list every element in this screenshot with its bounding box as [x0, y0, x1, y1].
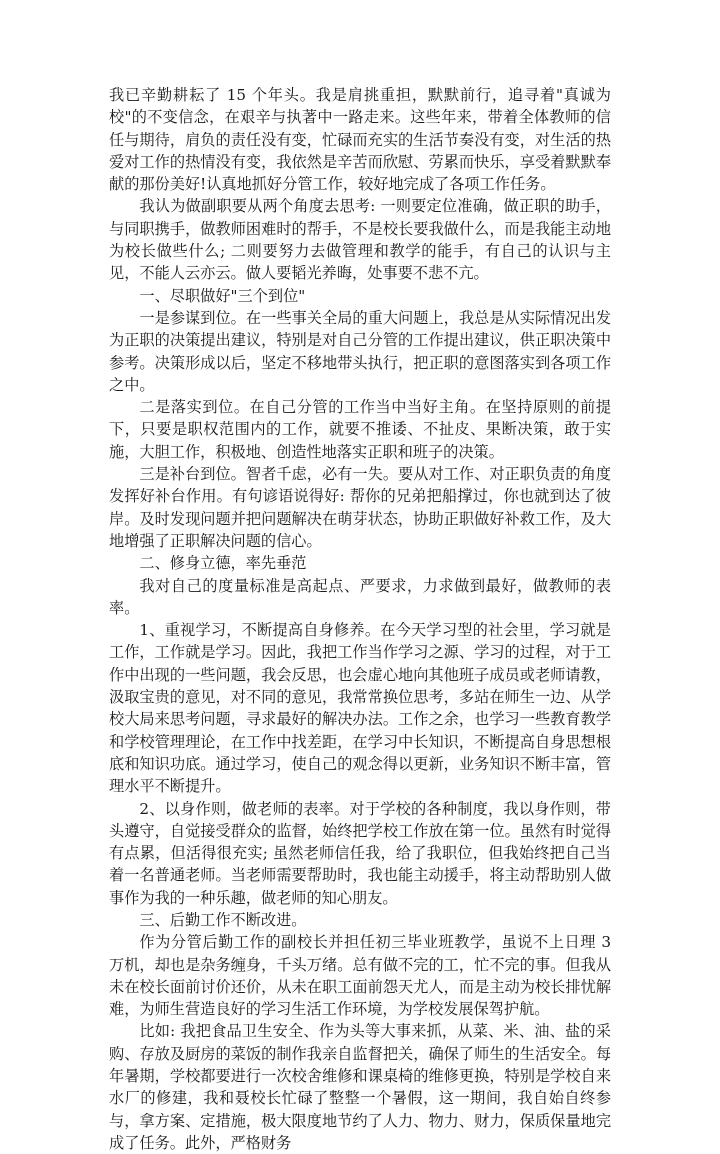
- paragraph-support: 三是补台到位。智者千虑，必有一失。要从对工作、对正职负责的角度发挥好补台作用。有句谚语说得好: 帮你的兄弟把船撑过，你也就到达了彼岸。及时发现问题并把问题解决在萌芽状态，协助正职做好补救工作，及大地增强了正职解决问题的信心。: [109, 465, 611, 550]
- paragraph-standard: 我对自己的度量标准是高起点、严要求，力求做到最好，做教师的表率。: [109, 576, 611, 617]
- paragraph-intro: 我已辛勤耕耘了 15 个年头。我是肩挑重担，默默前行，追寻着"真诚为校"的不变信念，在艰辛与执著中一路走来。这些年来，带着全体教师的信任与期待，肩负的责任没有变，忙碌而充实的生活节奏没有变，对生活的热爱对工作的热情没有变，我依然是辛苦而欣慰、劳累而快乐，享受着默默奉献的那份美好!认真地抓好分管工作，较好地完成了各项工作任务。: [109, 86, 611, 194]
- paragraph-example: 2、以身作则，做老师的表率。对于学校的各种制度，我以身作则，带头遵守，自觉接受群众的监督，始终把学校工作放在第一位。虽然有时觉得有点累，但活得很充实; 虽然老师信任我，给了我职位，但我始终把自己当着一名普通老师。当老师需要帮助时，我也能主动援手，将主动帮助别人做事作为我的一种乐趣，做老师的知心朋友。: [109, 799, 611, 907]
- paragraph-study: 1、重视学习，不断提高自身修养。在今天学习型的社会里，学习就是工作，工作就是学习。因此，我把工作当作学习之源、学习的过程，对于工作中出现的一些问题，我会反思，也会虚心地向其他班子成员或老师请教，汲取宝贵的意见，对不同的意见，我常常换位思考，多站在师生一边、从学校大局来思考问题，寻求最好的解决办法。工作之余，也学习一些教育教学和学校管理理论，在工作中找差距，在学习中长知识，不断提高自身思想根底和知识功底。通过学习，使自己的观念得以更新，业务知识不断丰富，管理水平不断提升。: [109, 621, 611, 796]
- paragraph-logistics: 作为分管后勤工作的副校长并担任初三毕业班教学，虽说不上日理 3 万机，却也是杂务缠身，千头万绪。总有做不完的工，忙不完的事。但我从未在校长面前讨价还价，从未在职工面前怨天尤人，而是主动为校长排忧解难，为师生营造良好的学习生活工作环境，为学校发展保驾护航。: [109, 933, 611, 1019]
- paragraph-implement: 二是落实到位。在自己分管的工作当中当好主角。在坚持原则的前提下，只要是职权范围内的工作，就要不推诿、不扯皮、果断决策，敢于实施，大胆工作，积极地、创造性地落实正职和班子的决策。: [109, 398, 611, 461]
- paragraph-role-view: 我认为做副职要从两个角度去思考: 一则要定位准确，做正职的助手，与同职携手，做教师困难时的帮手，不是校长要我做什么，而是我能主动地为校长做些什么; 二则要努力去做管理和教学的能手，有自己的认识与主见，不能人云亦云。做人要韬光养晦，处事要不悲不亢。: [109, 197, 611, 283]
- document-page: [109, 84, 611, 1154]
- section-heading-2: 二、修身立德，率先垂范: [139, 554, 307, 573]
- paragraph-advisor: 一是参谋到位。在一些事关全局的重大问题上，我总是从实际情况出发为正职的决策提出建议，特别是对自己分管的工作提出建议，供正职决策中参考。决策形成以后，坚定不移地带头执行，把正职的意图落实到各项工作之中。: [109, 308, 611, 394]
- section-heading-3: 三、后勤工作不断改进。: [139, 910, 307, 929]
- paragraph-food-safety: 比如: 我把食品卫生安全、作为头等大事来抓，从菜、米、油、盐的采购、存放及厨房的菜饭的制作我亲自监督把关，确保了师生的生活安全。每年暑期，学校都要进行一次校舍维修和课桌椅的维修更换，特别是学校自来水厂的修建，我和聂校长忙碌了整整一个暑假，这一期间，我自始自终参与，拿方案、定措施，极大限度地节约了人力、物力、财力，保质保量地完成了任务。此外，严格财务: [109, 1022, 611, 1152]
- section-heading-1: 一、尽职做好"三个到位": [139, 286, 306, 305]
